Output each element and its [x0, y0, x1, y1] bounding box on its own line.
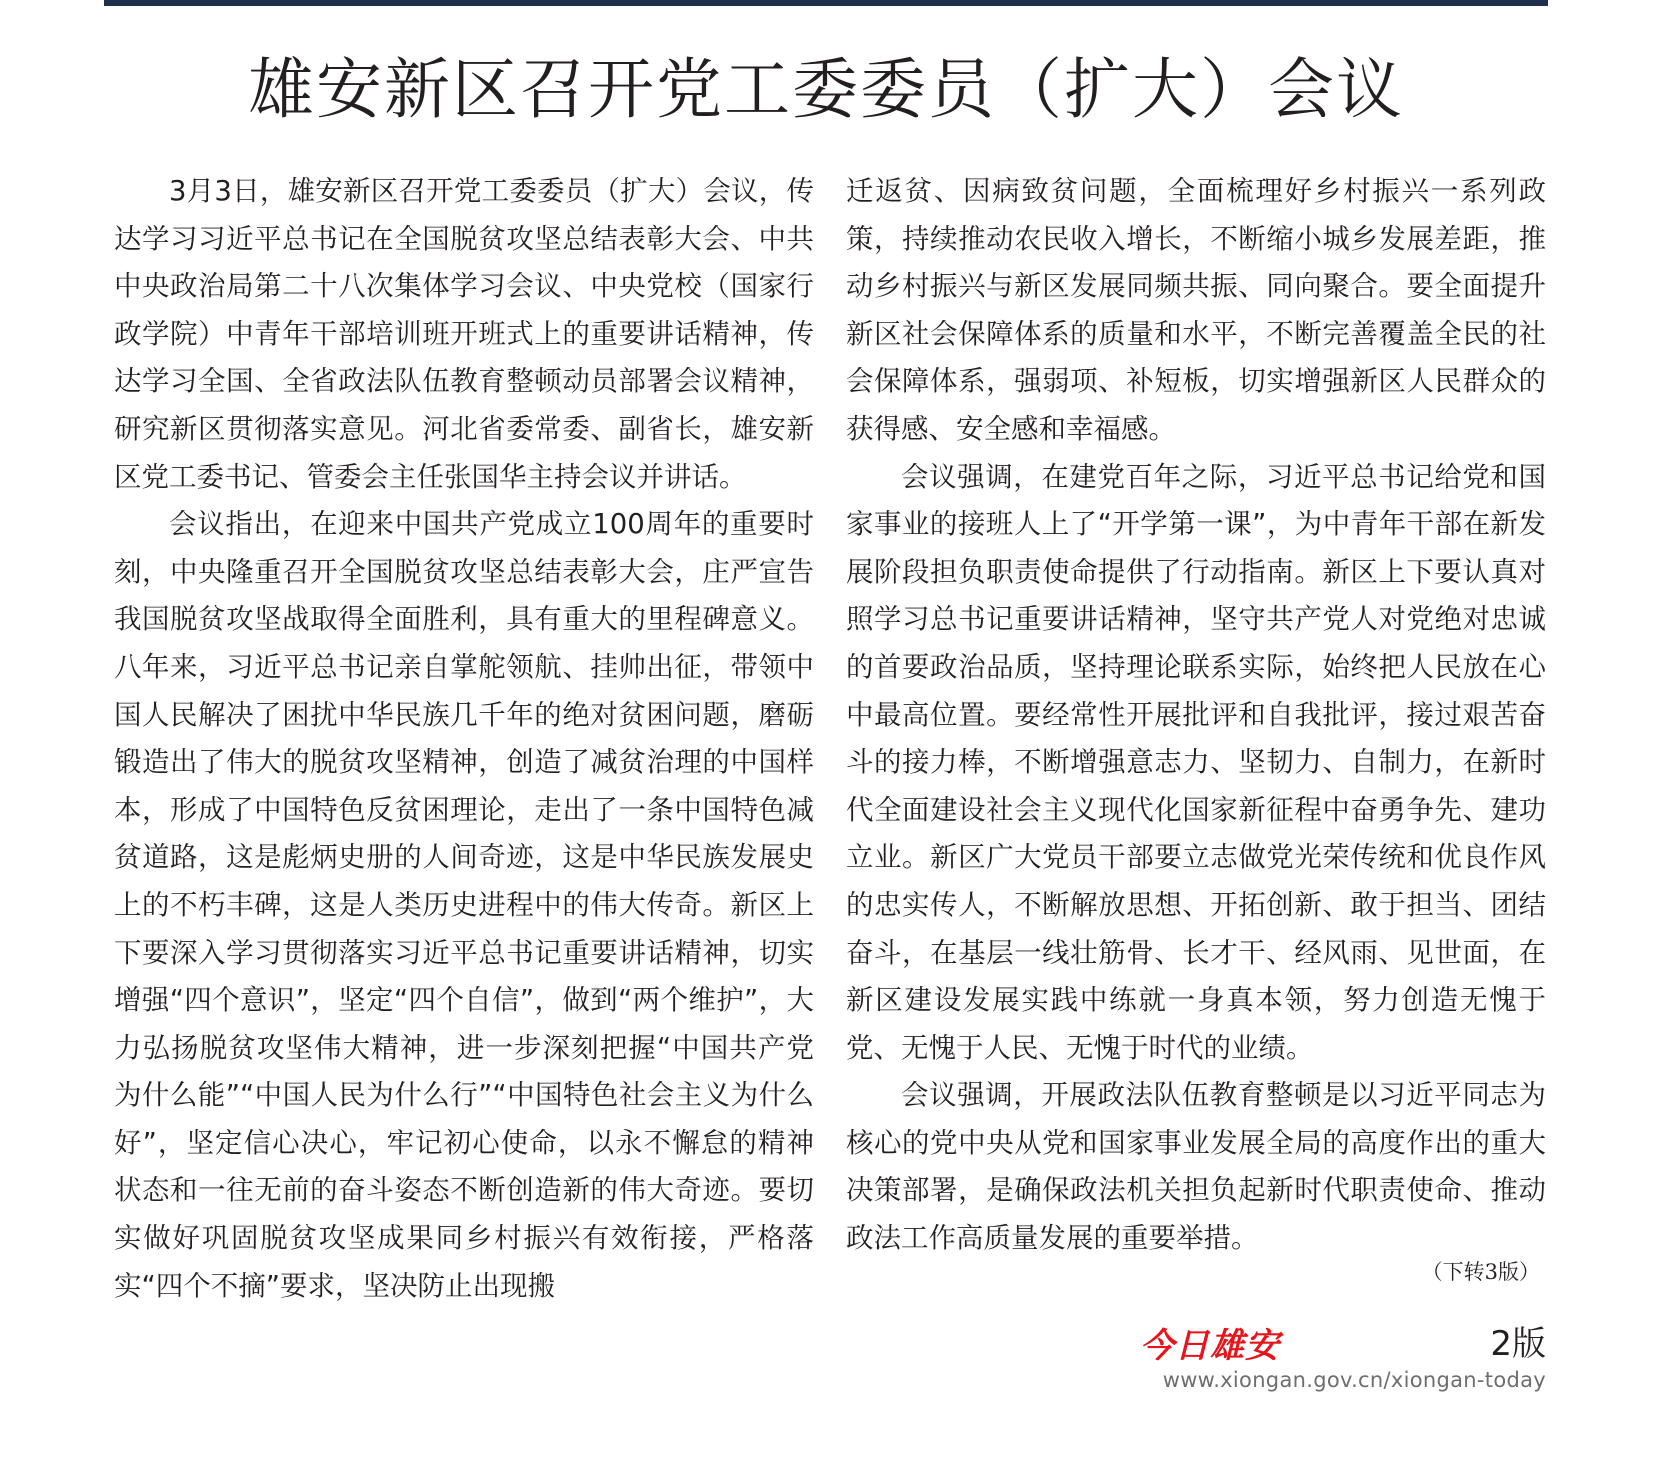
- article-paragraph: 会议指出，在迎来中国共产党成立100周年的重要时刻，中央隆重召开全国脱贫攻坚总结表彰大会，庄严宣告我国脱贫攻坚战取得全面胜利，具有重大的里程碑意义。八年来，习近平总书记亲自掌舵领航、挂帅出征，带领中国人民解决了困扰中华民族几千年的绝对贫困问题，磨砺锻造出了伟大的脱贫攻坚精神，创造了减贫治理的中国样本，形成了中国特色反贫困理论，走出了一条中国特色减贫道路，这是彪炳史册的人间奇迹，这是中华民族发展史上的不朽丰碑，这是人类历史进程中的伟大传奇。新区上下要深入学习贯彻落实习近平总书记重要讲话精神，切实增强“四个意识”，坚定“四个自信”，做到“两个维护”，大力弘扬脱贫攻坚伟大精神，进一步深刻把握“中国共产党为什么能”“中国人民为什么行”“中国特色社会主义为什么好”，坚定信心决心，牢记初心使命，以永不懈怠的精神状态和一往无前的奋斗姿态不断创造新的伟大奇迹。要切实做好巩固脱贫攻坚成果同乡村振兴有效衔接，严格落实“四个不摘”要求，坚决防止出现搬: [114, 508, 814, 1302]
- article-paragraph-continued: 迁返贫、因病致贫问题，全面梳理好乡村振兴一系列政策，持续推动农民收入增长，不断缩小城乡发展差距，推动乡村振兴与新区发展同频共振、同向聚合。要全面提升新区社会保障体系的质量和水平，不断完善覆盖全民的社会保障体系，强弱项、补短板，切实增强新区人民群众的获得感、安全感和幸福感。: [846, 175, 1546, 445]
- article-paragraph: 会议强调，开展政法队伍教育整顿是以习近平同志为核心的党中央从党和国家事业发展全局的高度作出的重大决策部署，是确保政法机关担负起新时代职责使命、推动政法工作高质量发展的重要举措。: [846, 1079, 1546, 1255]
- page-number: 2版: [1490, 1324, 1546, 1364]
- page-headline: 雄安新区召开党工委委员（扩大）会议: [248, 51, 1404, 128]
- article-column-left: [114, 168, 814, 1310]
- article-column-right: [846, 168, 1546, 1263]
- newspaper-logo: 今日雄安: [1140, 1326, 1280, 1366]
- article-paragraph: 3月3日，雄安新区召开党工委委员（扩大）会议，传达学习习近平总书记在全国脱贫攻坚总结表彰大会、中共中央政治局第二十八次集体学习会议、中央党校（国家行政学院）中青年干部培训班开班式上的重要讲话精神，传达学习全国、全省政法队伍教育整顿动员部署会议精神，研究新区贯彻落实意见。河北省委常委、副省长，雄安新区党工委书记、管委会主任张国华主持会议并讲话。: [114, 175, 814, 493]
- article-paragraph: 会议强调，在建党百年之际，习近平总书记给党和国家事业的接班人上了“开学第一课”，为中青年干部在新发展阶段担负职责使命提供了行动指南。新区上下要认真对照学习总书记重要讲话精神，坚守共产党人对党绝对忠诚的首要政治品质，坚持理论联系实际，始终把人民放在心中最高位置。要经常性开展批评和自我批评，接过艰苦奋斗的接力棒，不断增强意志力、坚韧力、自制力，在新时代全面建设社会主义现代化国家新征程中奋勇争先、建功立业。新区广大党员干部要立志做党光荣传统和优良作风的忠实传人，不断解放思想、开拓创新、敢于担当、团结奋斗，在基层一线壮筋骨、长才干、经风雨、见世面，在新区建设发展实践中练就一身真本领，努力创造无愧于党、无愧于人民、无愧于时代的业绩。: [846, 460, 1546, 1064]
- continued-on-page-note: （下转3版）: [1421, 1260, 1540, 1284]
- top-rule-bar: [104, 0, 1548, 6]
- website-url: www.xiongan.gov.cn/xiongan-today: [1162, 1368, 1546, 1392]
